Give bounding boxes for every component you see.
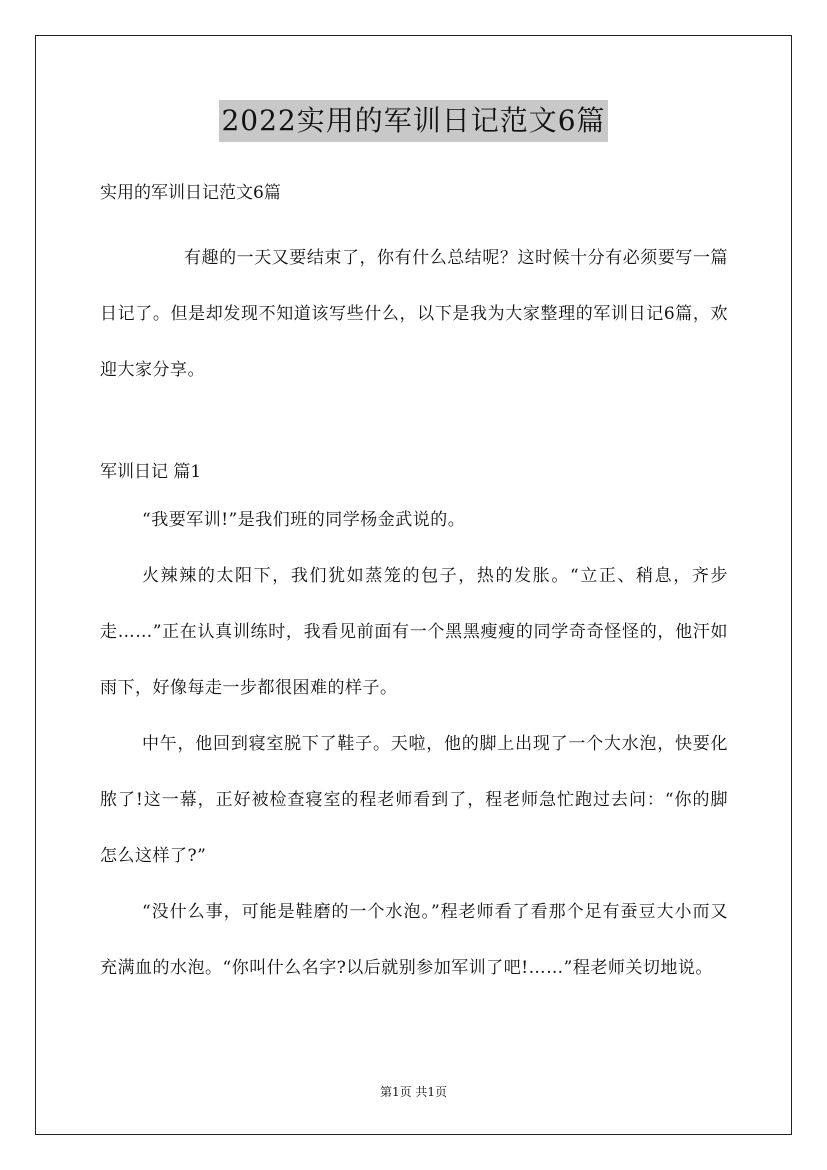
section-heading: 军训日记 篇1 [100,462,202,482]
page-footer: 第1页 共1页 [379,1085,448,1099]
document-body [100,176,728,996]
title-container [0,100,827,142]
body-paragraph: “没什么事，可能是鞋磨的一个水泡。”程老师看了看那个足有蚕豆大小而又充满血的水泡。“你叫什么名字?以后就别参加军训了吧!……”程老师关切地说。 [100,902,728,978]
body-paragraph: 火辣辣的太阳下，我们犹如蒸笼的包子，热的发胀。“立正、稍息，齐步走……”正在认真训练时，我看见前面有一个黑黑瘦瘦的同学奇奇怪怪的，他汗如雨下，好像每走一步都很困难的样子。 [100,566,728,698]
document-subtitle: 实用的军训日记范文6篇 [100,183,281,203]
intro-paragraph: 有趣的一天又要结束了，你有什么总结呢？这时候十分有必须要写一篇日记了。但是却发现不知道该写些什么，以下是我为大家整理的军训日记6篇，欢迎大家分享。 [100,248,728,380]
body-paragraph: “我要军训!”是我们班的同学杨金武说的。 [142,510,466,530]
document-title: 2022实用的军训日记范文6篇 [219,100,607,142]
body-paragraph: 中午，他回到寝室脱下了鞋子。天啦，他的脚上出现了一个大水泡，快要化脓了!这一幕，正好被检查寝室的程老师看到了，程老师急忙跑过去问：“你的脚怎么这样了?” [100,734,728,866]
